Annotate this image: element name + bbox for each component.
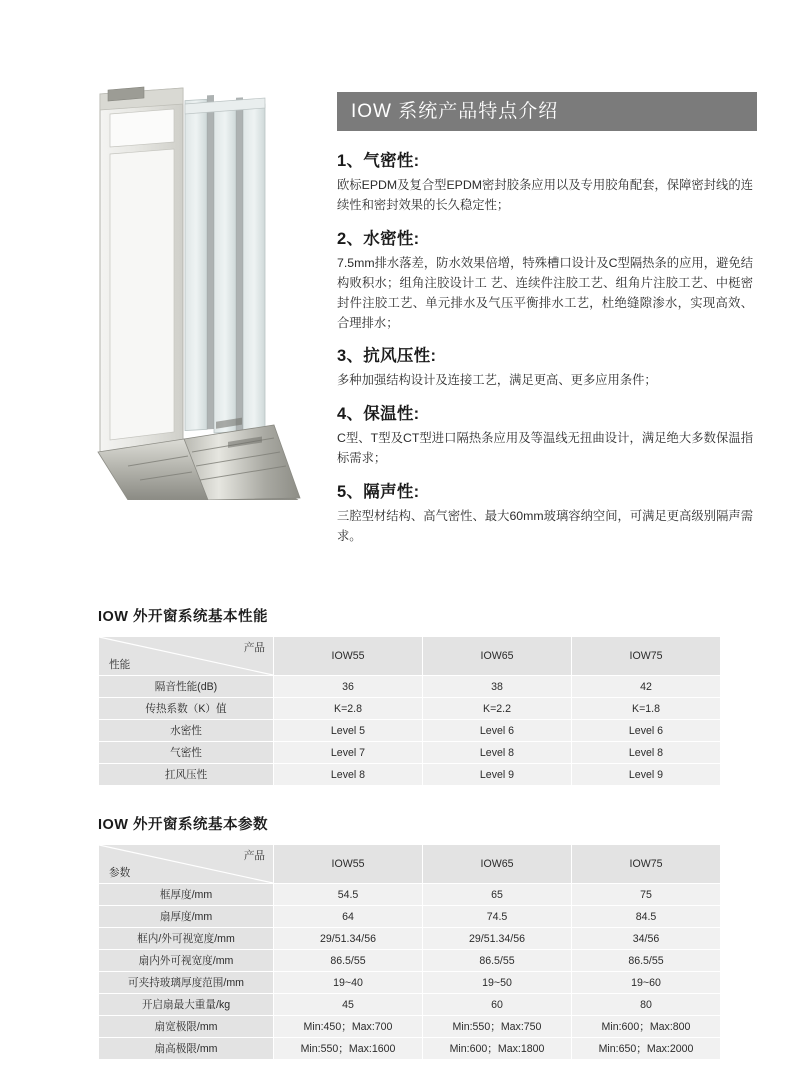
feature-item-5 [337, 478, 757, 547]
row-label: 扇内外可视宽度/mm [99, 950, 274, 972]
table-header-row [99, 637, 721, 676]
row-value: Level 6 [572, 720, 721, 742]
table-row [99, 884, 721, 906]
table-row [99, 698, 721, 720]
feature-item-3 [337, 342, 757, 391]
window-profile-image [88, 80, 318, 500]
row-label: 水密性 [99, 720, 274, 742]
row-value: 86.5/55 [572, 950, 721, 972]
feature-title: 4、保温性: [337, 405, 420, 424]
row-value: 64 [274, 906, 423, 928]
feature-title: 2、水密性: [337, 229, 420, 248]
table-row [99, 676, 721, 698]
row-value: 29/51.34/56 [274, 928, 423, 950]
table-row [99, 764, 721, 786]
column-header: IOW65 [423, 845, 572, 884]
row-label: 可夹持玻璃厚度范围/mm [99, 972, 274, 994]
feature-item-2 [337, 225, 757, 334]
performance-table [98, 636, 721, 786]
row-value: 29/51.34/56 [423, 928, 572, 950]
row-label: 框厚度/mm [99, 884, 274, 906]
row-value: Min:550；Max:750 [423, 1016, 572, 1038]
feature-title: 3、抗风压性: [337, 347, 437, 366]
row-label: 开启扇最大重量/kg [99, 994, 274, 1016]
row-label: 扛风压性 [99, 764, 274, 786]
row-value: Level 8 [423, 742, 572, 764]
performance-table-section [98, 605, 704, 786]
row-value: 86.5/55 [423, 950, 572, 972]
table-header-row [99, 845, 721, 884]
row-value: 60 [423, 994, 572, 1016]
row-label: 气密性 [99, 742, 274, 764]
corner-attribute-label: 参数 [109, 867, 131, 879]
row-value: 65 [423, 884, 572, 906]
row-value: 19~40 [274, 972, 423, 994]
row-value: Level 7 [274, 742, 423, 764]
row-value: 42 [572, 676, 721, 698]
parameter-table-section [98, 813, 704, 1060]
column-header: IOW75 [572, 845, 721, 884]
table-row [99, 928, 721, 950]
row-value: K=2.2 [423, 698, 572, 720]
row-value: Level 8 [572, 742, 721, 764]
row-label: 扇厚度/mm [99, 906, 274, 928]
table-row [99, 1016, 721, 1038]
row-value: 45 [274, 994, 423, 1016]
column-header: IOW55 [274, 845, 423, 884]
row-label: 传热系数（K）值 [99, 698, 274, 720]
table-row [99, 994, 721, 1016]
row-value: Level 6 [423, 720, 572, 742]
feature-body: 多种加强结构设计及连接工艺，满足更高、更多应用条件； [337, 373, 657, 388]
features-banner-title: IOW 系统产品特点介绍 [337, 92, 757, 131]
column-header: IOW75 [572, 637, 721, 676]
row-value: 84.5 [572, 906, 721, 928]
row-value: 80 [572, 994, 721, 1016]
row-value: Level 9 [572, 764, 721, 786]
row-label: 扇高极限/mm [99, 1038, 274, 1060]
table-row [99, 1038, 721, 1060]
parameter-table [98, 844, 721, 1060]
performance-table-heading: IOW 外开窗系统基本性能 [98, 609, 269, 625]
table-corner-cell [99, 845, 274, 884]
feature-item-1 [337, 147, 757, 216]
feature-item-4 [337, 400, 757, 469]
row-label: 框内/外可视宽度/mm [99, 928, 274, 950]
row-value: 36 [274, 676, 423, 698]
row-label: 扇宽极限/mm [99, 1016, 274, 1038]
row-value: Min:550；Max:1600 [274, 1038, 423, 1060]
row-value: 19~60 [572, 972, 721, 994]
row-value: Min:600；Max:1800 [423, 1038, 572, 1060]
row-value: Level 9 [423, 764, 572, 786]
corner-product-label: 产品 [243, 642, 265, 654]
row-value: Level 5 [274, 720, 423, 742]
row-value: 19~50 [423, 972, 572, 994]
feature-body: 7.5mm排水落差，防水效果倍增，特殊槽口设计及C型隔热条的应用，避免结构败积水；组角注胶设计工 艺、连续件注胶工艺、组角片注胶工艺、中梃密封件注胶工艺、单元排水及气压平衡排水工艺，杜绝缝隙渗水，实现高效、合理排水； [337, 255, 753, 330]
feature-body: C型、T型及CT型进口隔热条应用及等温线无扭曲设计，满足绝大多数保温指标需求； [337, 431, 753, 466]
row-value: 54.5 [274, 884, 423, 906]
feature-title: 5、隔声性: [337, 483, 420, 502]
feature-body: 三腔型材结构、高气密性、最大60mm玻璃容纳空间，可满足更高级别隔声需求。 [337, 509, 753, 544]
row-value: K=2.8 [274, 698, 423, 720]
parameter-table-heading: IOW 外开窗系统基本参数 [98, 817, 269, 833]
table-corner-cell [99, 637, 274, 676]
column-header: IOW55 [274, 637, 423, 676]
row-value: 38 [423, 676, 572, 698]
row-value: Min:650；Max:2000 [572, 1038, 721, 1060]
table-row [99, 950, 721, 972]
table-row [99, 742, 721, 764]
row-value: 86.5/55 [274, 950, 423, 972]
row-value: K=1.8 [572, 698, 721, 720]
column-header: IOW65 [423, 637, 572, 676]
feature-title: 1、气密性: [337, 152, 420, 170]
row-value: Min:600；Max:800 [572, 1016, 721, 1038]
row-value: Min:450；Max:700 [274, 1016, 423, 1038]
row-value: 34/56 [572, 928, 721, 950]
corner-product-label: 产品 [243, 850, 265, 862]
feature-list [337, 92, 757, 556]
corner-attribute-label: 性能 [109, 659, 131, 671]
table-row [99, 720, 721, 742]
row-value: Level 8 [274, 764, 423, 786]
row-label: 隔音性能(dB) [99, 676, 274, 698]
row-value: 75 [572, 884, 721, 906]
table-row [99, 972, 721, 994]
table-row [99, 906, 721, 928]
row-value: 74.5 [423, 906, 572, 928]
feature-body: 欧标EPDM及复合型EPDM密封胶条应用以及专用胶角配套，保障密封线的连续性和密封效果的长久稳定性； [337, 178, 753, 212]
